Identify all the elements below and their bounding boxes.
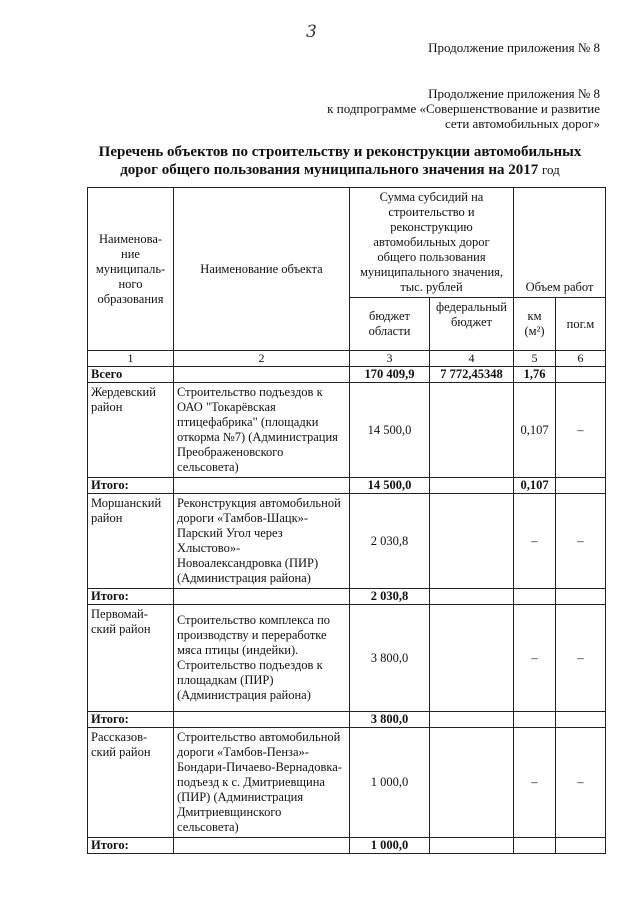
- object-cell: Реконструкция автомобильной дороги «Тамбов-Шацк»- Парский Угол через Хлыстово»- Новоалександровка (ПИР) (Администрация района): [174, 494, 350, 589]
- subtotal-federal: [430, 478, 514, 494]
- subtotal-label: Итого:: [88, 712, 174, 728]
- column-number: 5: [514, 351, 556, 367]
- pogm-cell: –: [556, 728, 606, 838]
- header-line: Продолжение приложения № 8: [428, 86, 600, 101]
- column-number: 3: [350, 351, 430, 367]
- regional-cell: 1 000,0: [350, 728, 430, 838]
- municipality-cell: Первомай-ский район: [88, 605, 174, 712]
- header-volume: Объем работ: [514, 188, 606, 298]
- regional-cell: 14 500,0: [350, 383, 430, 478]
- pogm-cell: –: [556, 494, 606, 589]
- header-row: [88, 188, 606, 298]
- federal-cell: [430, 605, 514, 712]
- municipality-cell: Рассказов-ский район: [88, 728, 174, 838]
- subtotal-km: [514, 838, 556, 854]
- objects-table: [87, 187, 606, 854]
- subtotal-row: [88, 589, 606, 605]
- subtotal-regional: 2 030,8: [350, 589, 430, 605]
- page-number: 3: [306, 22, 317, 42]
- header-object: Наименование объекта: [174, 188, 350, 351]
- header-regional-budget: бюджет области: [350, 298, 430, 351]
- subtotal-regional: 14 500,0: [350, 478, 430, 494]
- header-continuation: Продолжение приложения № 8: [428, 40, 600, 55]
- subtotal-label: Итого:: [88, 589, 174, 605]
- subtotal-object: [174, 838, 350, 854]
- header-km: км (м²): [514, 298, 556, 351]
- subtotal-pogm: [556, 712, 606, 728]
- subtotal-federal: [430, 712, 514, 728]
- regional-cell: 2 030,8: [350, 494, 430, 589]
- subtotal-km: [514, 712, 556, 728]
- pogm-cell: –: [556, 605, 606, 712]
- header-line: к подпрограмме «Совершенствование и развитие: [327, 101, 600, 116]
- title-line-text: дорог общего пользования муниципального значения на 2017: [120, 162, 539, 178]
- km-cell: –: [514, 605, 556, 712]
- federal-cell: [430, 383, 514, 478]
- table-row: [88, 728, 606, 838]
- subtotal-km: [514, 589, 556, 605]
- subtotal-pogm: [556, 478, 606, 494]
- column-number: 2: [174, 351, 350, 367]
- title-line: [80, 161, 600, 179]
- grand-total-label: Всего: [88, 367, 174, 383]
- column-number: 6: [556, 351, 606, 367]
- municipality-cell: Жердевский район: [88, 383, 174, 478]
- grand-total-row: [88, 367, 606, 383]
- km-cell: –: [514, 494, 556, 589]
- table-row: [88, 494, 606, 589]
- grand-total-federal: 7 772,45348: [430, 367, 514, 383]
- federal-cell: [430, 728, 514, 838]
- document-title: [80, 143, 600, 179]
- object-cell: Строительство подъездов к ОАО "Токарёвская птицефабрика" (площадки откорма №7) (Администрация Преображеновского сельсовета): [174, 383, 350, 478]
- subtotal-pogm: [556, 838, 606, 854]
- subtotal-object: [174, 478, 350, 494]
- header-subsidy: Сумма субсидий на строительство и реконструкцию автомобильных дорог общего пользования муниципального значения, тыс. рублей: [350, 188, 514, 298]
- column-number: 1: [88, 351, 174, 367]
- grand-total-regional: 170 409,9: [350, 367, 430, 383]
- km-cell: –: [514, 728, 556, 838]
- header-pogm: пог.м: [556, 298, 606, 351]
- subtotal-regional: 1 000,0: [350, 838, 430, 854]
- table-row: [88, 605, 606, 712]
- grand-total-km: 1,76: [514, 367, 556, 383]
- grand-total-object: [174, 367, 350, 383]
- table-row: [88, 383, 606, 478]
- grand-total-pogm: [556, 367, 606, 383]
- title-line: Перечень объектов по строительству и реконструкции автомобильных: [98, 144, 582, 160]
- object-cell: Строительство автомобильной дороги «Тамбов-Пенза»- Бондари-Пичаево-Вернадовка- подъезд к с. Дмитриевщина (ПИР) (Администрация Дмитриевщинского сельсовета): [174, 728, 350, 838]
- km-cell: 0,107: [514, 383, 556, 478]
- header-line: сети автомобильных дорог»: [444, 116, 600, 131]
- pogm-cell: –: [556, 383, 606, 478]
- subtotal-regional: 3 800,0: [350, 712, 430, 728]
- column-number-row: [88, 351, 606, 367]
- regional-cell: 3 800,0: [350, 605, 430, 712]
- subtotal-row: [88, 838, 606, 854]
- subtotal-federal: [430, 589, 514, 605]
- subtotal-label: Итого:: [88, 838, 174, 854]
- object-cell: Строительство комплекса по производству и переработке мяса птицы (индейки). Строительство подъездов к площадкам (ПИР) (Администрация района): [174, 605, 350, 712]
- column-number: 4: [430, 351, 514, 367]
- subtotal-km: 0,107: [514, 478, 556, 494]
- header-federal-budget: федеральный бюджет: [430, 298, 514, 351]
- subtotal-federal: [430, 838, 514, 854]
- subtotal-object: [174, 712, 350, 728]
- municipality-cell: Моршанский район: [88, 494, 174, 589]
- header-block: [327, 86, 600, 131]
- header-municipality: Наименова-ние муниципаль-ного образования: [88, 188, 174, 351]
- subtotal-object: [174, 589, 350, 605]
- title-suffix: год: [542, 162, 560, 177]
- subtotal-label: Итого:: [88, 478, 174, 494]
- subtotal-row: [88, 712, 606, 728]
- subtotal-row: [88, 478, 606, 494]
- subtotal-pogm: [556, 589, 606, 605]
- federal-cell: [430, 494, 514, 589]
